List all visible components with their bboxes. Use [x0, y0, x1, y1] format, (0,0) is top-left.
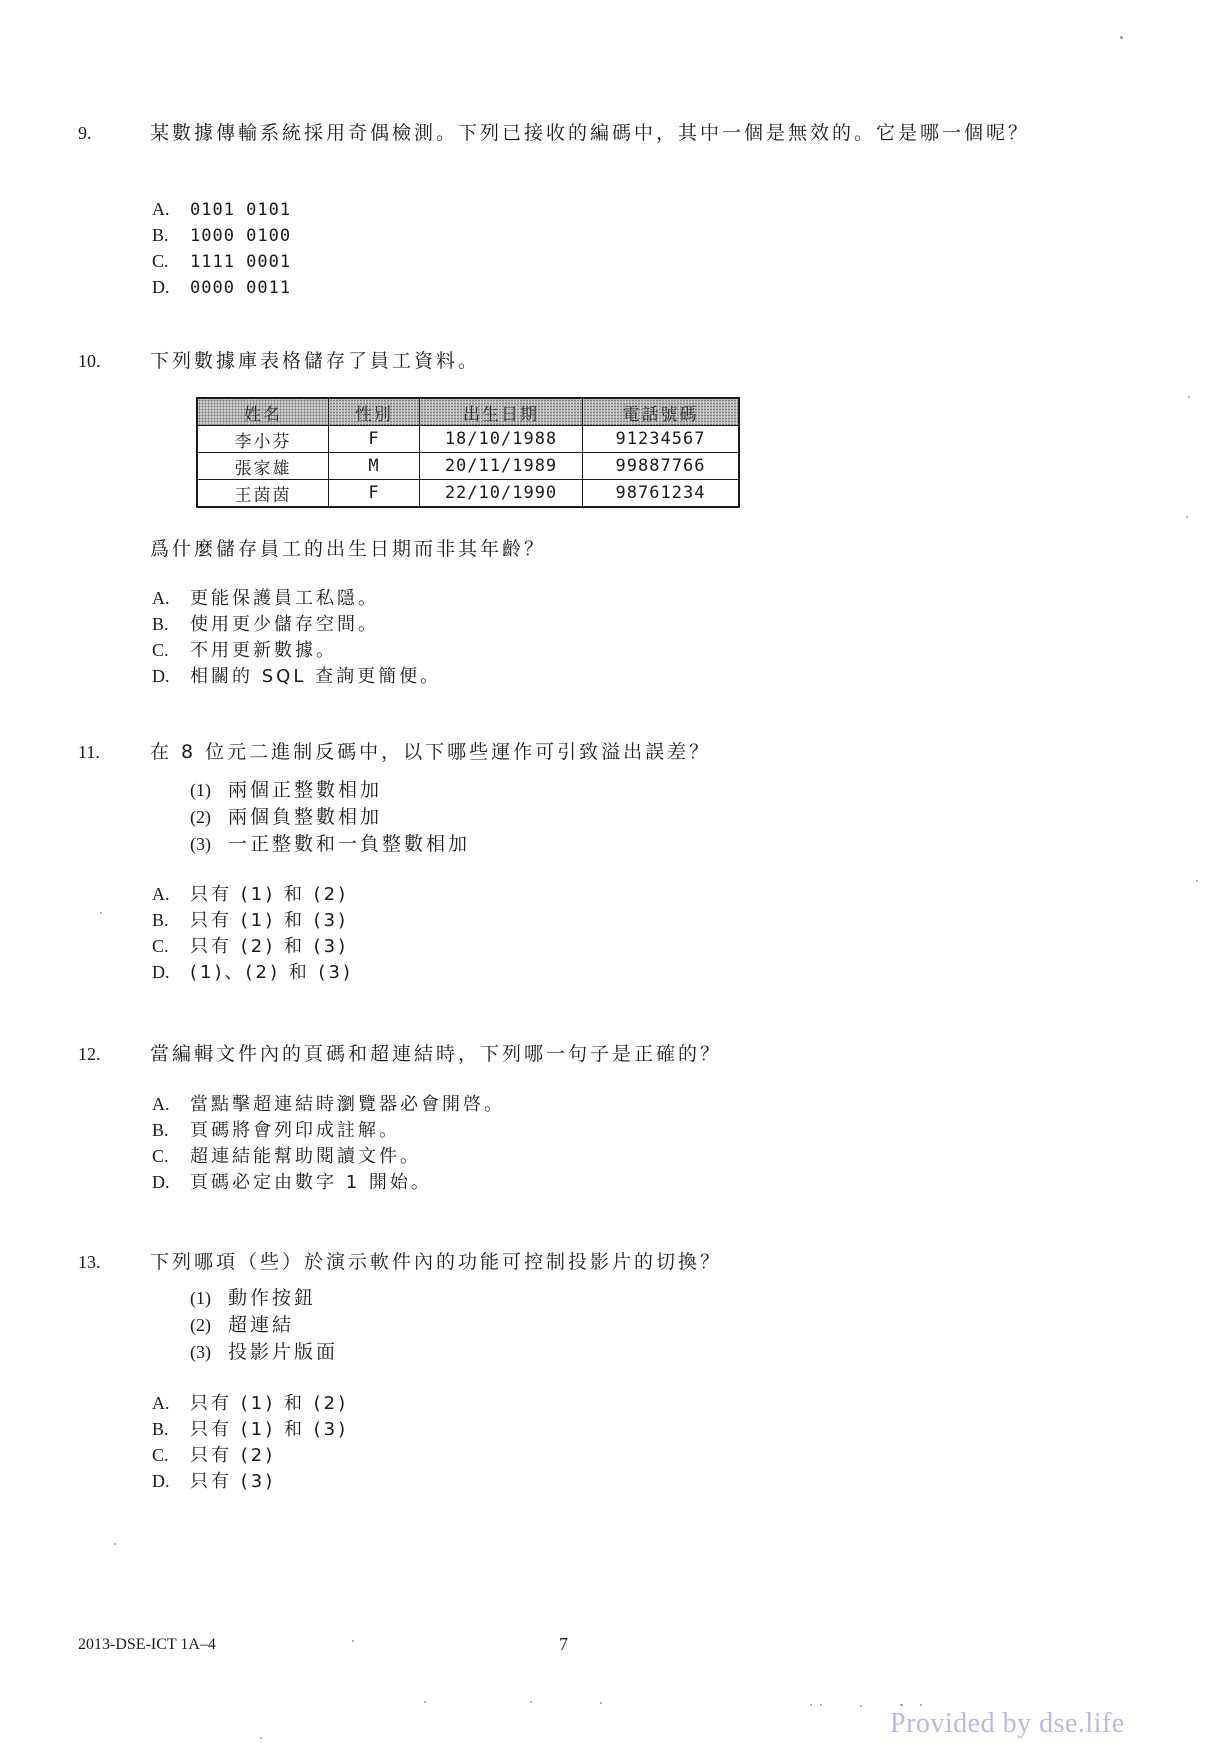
option-text: (1)、(2) 和 (3) — [190, 962, 353, 983]
option-d — [152, 663, 441, 689]
statements-q11 — [190, 777, 470, 858]
option-b — [152, 1416, 348, 1442]
question-stem: 在 8 位元二進制反碼中，以下哪些運作可引致溢出誤差？ — [150, 741, 712, 763]
scan-speck — [530, 1701, 532, 1703]
cell-birth-date: 20/11/1989 — [420, 453, 583, 480]
scan-speck — [820, 1704, 822, 1706]
option-c — [152, 248, 291, 274]
staff-table — [196, 397, 740, 508]
cell-gender: F — [329, 426, 420, 453]
option-text: 只有 (1) 和 (2) — [190, 884, 349, 905]
option-letter: C. — [152, 936, 169, 956]
option-b — [152, 611, 441, 637]
option-text: 只有 (2) — [190, 1445, 276, 1466]
statement-text: 兩個正整數相加 — [228, 779, 383, 801]
scan-speck — [600, 1702, 602, 1704]
option-b — [152, 222, 291, 248]
option-d — [152, 274, 291, 300]
cell-name: 張家雄 — [197, 453, 329, 480]
options-q12 — [152, 1091, 505, 1195]
header-phone: 電話號碼 — [583, 398, 740, 426]
option-c — [152, 933, 353, 959]
header-gender: 性別 — [329, 398, 420, 426]
question-number: 10. — [78, 351, 101, 371]
scan-speck — [1186, 516, 1188, 518]
statement-3 — [190, 831, 470, 858]
options-q9 — [152, 196, 291, 300]
option-c — [152, 1143, 505, 1169]
scan-speck — [100, 912, 102, 914]
statement-text: 一正整數和一負整數相加 — [228, 833, 471, 855]
option-text: 只有 (1) 和 (3) — [190, 1419, 349, 1440]
option-text: 0000 0011 — [190, 278, 292, 298]
statement-text: 超連結 — [228, 1314, 295, 1336]
option-a — [152, 1091, 505, 1117]
statement-number: (3) — [190, 1342, 211, 1362]
option-b — [152, 1117, 505, 1143]
cell-gender: M — [329, 453, 420, 480]
scan-speck — [1196, 880, 1198, 882]
watermark: Provided by dse.life — [890, 1708, 1125, 1739]
statement-number: (3) — [190, 834, 211, 854]
scan-speck — [260, 1737, 262, 1739]
option-text: 頁碼必定由數字 1 開始。 — [190, 1172, 432, 1193]
option-a — [152, 196, 291, 222]
option-letter: B. — [152, 910, 169, 930]
option-text: 只有 (1) 和 (3) — [190, 910, 349, 931]
option-d — [152, 1468, 348, 1494]
statements-q13 — [190, 1285, 338, 1366]
option-letter: B. — [152, 1120, 169, 1140]
follow-up-question: 爲什麼儲存員工的出生日期而非其年齡？ — [150, 538, 547, 560]
option-letter: A. — [152, 588, 170, 608]
statement-number: (2) — [190, 1315, 211, 1335]
scan-speck — [900, 1704, 903, 1706]
table-row — [197, 480, 739, 508]
option-letter: C. — [152, 251, 169, 271]
question-number: 13. — [78, 1252, 101, 1272]
option-letter: A. — [152, 884, 170, 904]
option-letter: C. — [152, 1146, 169, 1166]
question-number: 12. — [78, 1044, 101, 1064]
statement-3 — [190, 1339, 338, 1366]
scan-speck — [1188, 396, 1190, 398]
option-text: 更能保護員工私隱。 — [190, 588, 379, 609]
cell-birth-date: 18/10/1988 — [420, 426, 583, 453]
option-text: 超連結能幫助閱讀文件。 — [190, 1146, 421, 1167]
option-letter: A. — [152, 1393, 170, 1413]
cell-gender: F — [329, 480, 420, 508]
statement-number: (2) — [190, 807, 211, 827]
option-text: 頁碼將會列印成註解。 — [190, 1120, 400, 1141]
cell-phone: 98761234 — [583, 480, 740, 508]
scan-speck — [920, 1704, 922, 1706]
page-number: 7 — [559, 1634, 568, 1654]
cell-phone: 99887766 — [583, 453, 740, 480]
paper-code: 2013-DSE-ICT 1A–4 — [78, 1636, 216, 1653]
option-b — [152, 907, 353, 933]
options-q13 — [152, 1390, 348, 1494]
option-letter: D. — [152, 1172, 170, 1192]
option-c — [152, 1442, 348, 1468]
option-text: 當點擊超連結時瀏覽器必會開啓。 — [190, 1094, 505, 1115]
option-text: 1000 0100 — [190, 226, 292, 246]
option-text: 只有 (2) 和 (3) — [190, 936, 349, 957]
option-text: 相關的 SQL 查詢更簡便。 — [190, 666, 442, 687]
statement-1 — [190, 777, 470, 804]
statement-number: (1) — [190, 780, 211, 800]
statement-text: 動作按鈕 — [228, 1287, 317, 1309]
option-letter: B. — [152, 1419, 169, 1439]
question-stem: 當編輯文件內的頁碼和超連結時，下列哪一句子是正確的？ — [150, 1043, 723, 1065]
scan-speck — [860, 1705, 862, 1707]
options-q11 — [152, 881, 353, 985]
option-letter: D. — [152, 277, 170, 297]
header-name: 姓名 — [197, 398, 329, 426]
question-stem: 下列數據庫表格儲存了員工資料。 — [150, 350, 481, 372]
option-c — [152, 637, 441, 663]
options-q10 — [152, 585, 441, 689]
table-row — [197, 453, 739, 480]
option-letter: B. — [152, 614, 169, 634]
scan-speck — [810, 1704, 812, 1706]
header-birth-date: 出生日期 — [420, 398, 583, 426]
question-number: 9. — [78, 123, 92, 143]
scan-speck — [352, 1640, 354, 1642]
option-text: 只有 (3) — [190, 1471, 276, 1492]
statement-2 — [190, 804, 470, 831]
option-a — [152, 1390, 348, 1416]
statement-number: (1) — [190, 1288, 211, 1308]
table-row — [197, 426, 739, 453]
option-letter: C. — [152, 1445, 169, 1465]
option-letter: B. — [152, 225, 169, 245]
statement-text: 投影片版面 — [228, 1341, 339, 1363]
option-letter: D. — [152, 1471, 170, 1491]
cell-name: 李小芬 — [197, 426, 329, 453]
option-d — [152, 959, 353, 985]
option-letter: D. — [152, 962, 170, 982]
statement-1 — [190, 1285, 338, 1312]
option-text: 使用更少儲存空間。 — [190, 614, 379, 635]
cell-phone: 91234567 — [583, 426, 740, 453]
option-letter: C. — [152, 640, 169, 660]
option-text: 不用更新數據。 — [190, 640, 337, 661]
scan-speck — [1120, 36, 1123, 39]
cell-birth-date: 22/10/1990 — [420, 480, 583, 508]
option-letter: A. — [152, 1094, 170, 1114]
option-letter: D. — [152, 666, 170, 686]
scan-speck — [114, 1543, 116, 1545]
statement-2 — [190, 1312, 338, 1339]
table-header-row — [197, 398, 739, 426]
question-number: 11. — [78, 742, 100, 762]
question-stem: 某數據傳輸系統採用奇偶檢測。下列已接收的編碼中，其中一個是無效的。它是哪一個呢？ — [150, 122, 1031, 144]
cell-name: 王茵茵 — [197, 480, 329, 508]
question-stem: 下列哪項（些）於演示軟件內的功能可控制投影片的切換？ — [150, 1251, 723, 1273]
option-text: 1111 0001 — [190, 252, 292, 272]
option-a — [152, 881, 353, 907]
option-text: 0101 0101 — [190, 200, 292, 220]
scan-speck — [424, 1701, 426, 1703]
statement-text: 兩個負整數相加 — [228, 806, 383, 828]
option-letter: A. — [152, 199, 170, 219]
option-d — [152, 1169, 505, 1195]
option-text: 只有 (1) 和 (2) — [190, 1393, 349, 1414]
option-a — [152, 585, 441, 611]
